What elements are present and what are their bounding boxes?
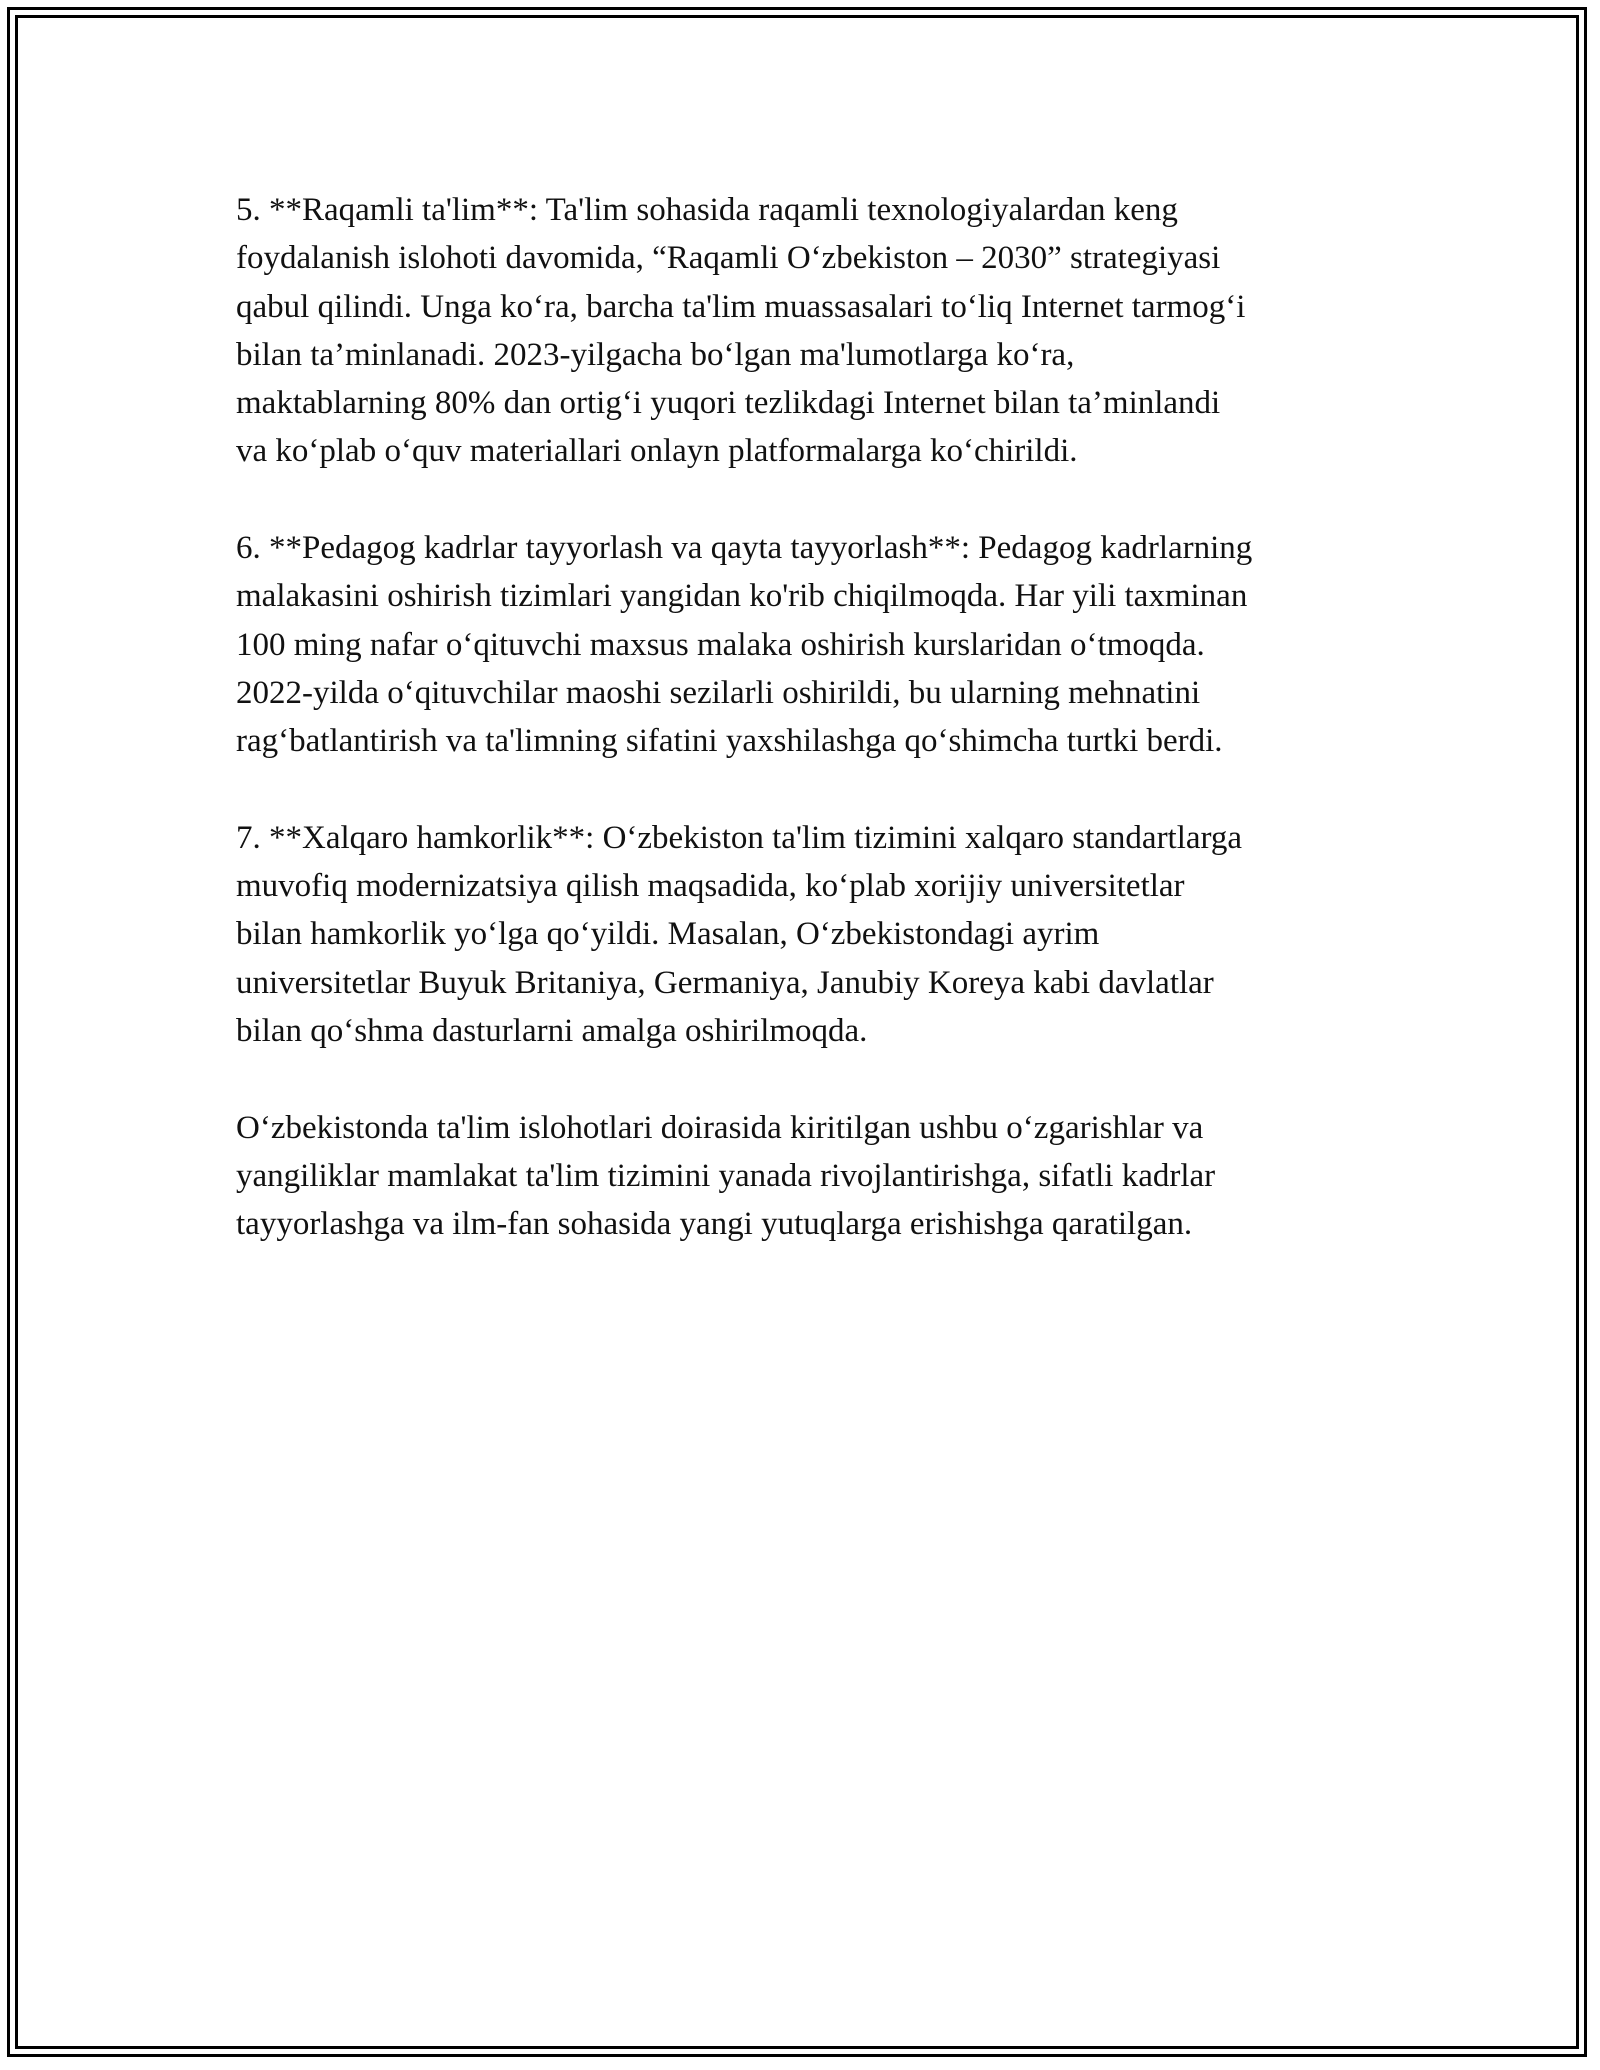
text-line: universitetlar Buyuk Britaniya, Germaniya, Janubiy Koreya kabi davlatlar — [236, 964, 1214, 1001]
text-line: tayyorlashga va ilm-fan sohasida yangi yutuqlarga erishishga qaratilgan. — [236, 1206, 1193, 1243]
text-line: bilan qo‘shma dasturlarni amalga oshirilmoqda. — [236, 1013, 868, 1050]
text-line: muvofiq modernizatsiya qilish maqsadida, ko‘plab xorijiy universitetlar — [236, 868, 1185, 905]
text-line: 7. **Xalqaro hamkorlik**: O‘zbekiston ta'lim tizimini xalqaro standartlarga — [236, 819, 1243, 856]
text-line: malakasini oshirish tizimlari yangidan ko'rib chiqilmoqda. Har yili taxminan — [236, 578, 1248, 615]
paragraph-conclusion — [236, 1104, 1376, 1249]
text-line: qabul qilindi. Unga ko‘ra, barcha ta'lim muassasalari to‘liq Internet tarmog‘i — [236, 288, 1246, 325]
text-line: 5. **Raqamli ta'lim**: Ta'lim sohasida raqamli texnologiyalardan keng — [236, 192, 1178, 228]
text-line: va ko‘plab o‘quv materiallari onlayn platformalarga ko‘chirildi. — [236, 433, 1078, 470]
paragraph-international-cooperation — [236, 814, 1376, 1055]
paragraph-digital-education — [236, 186, 1376, 476]
text-line: yangiliklar mamlakat ta'lim tizimini yanada rivojlantirishga, sifatli kadrlar — [236, 1157, 1216, 1194]
paragraph-teacher-training — [236, 524, 1376, 765]
text-line: O‘zbekistonda ta'lim islohotlari doirasida kiritilgan ushbu o‘zgarishlar va — [236, 1109, 1204, 1146]
document-body — [236, 186, 1376, 1297]
text-line: bilan ta’minlanadi. 2023-yilgacha bo‘lgan ma'lumotlarga ko‘ra, — [236, 336, 1075, 373]
text-line: 2022-yilda o‘qituvchilar maoshi sezilarli oshirildi, bu ularning mehnatini — [236, 674, 1201, 711]
text-line: maktablarning 80% dan ortig‘i yuqori tezlikdagi Internet bilan ta’minlandi — [236, 385, 1221, 422]
text-line: foydalanish islohoti davomida, “Raqamli O‘zbekiston – 2030” strategiyasi — [236, 240, 1221, 277]
text-line: rag‘batlantirish va ta'limning sifatini yaxshilashga qo‘shimcha turtki berdi. — [236, 723, 1223, 760]
text-line: bilan hamkorlik yo‘lga qo‘yildi. Masalan, O‘zbekistondagi ayrim — [236, 916, 1100, 953]
text-line: 6. **Pedagog kadrlar tayyorlash va qayta tayyorlash**: Pedagog kadrlarning — [236, 530, 1253, 567]
text-line: 100 ming nafar o‘qituvchi maxsus malaka oshirish kurslaridan o‘tmoqda. — [236, 626, 1205, 663]
